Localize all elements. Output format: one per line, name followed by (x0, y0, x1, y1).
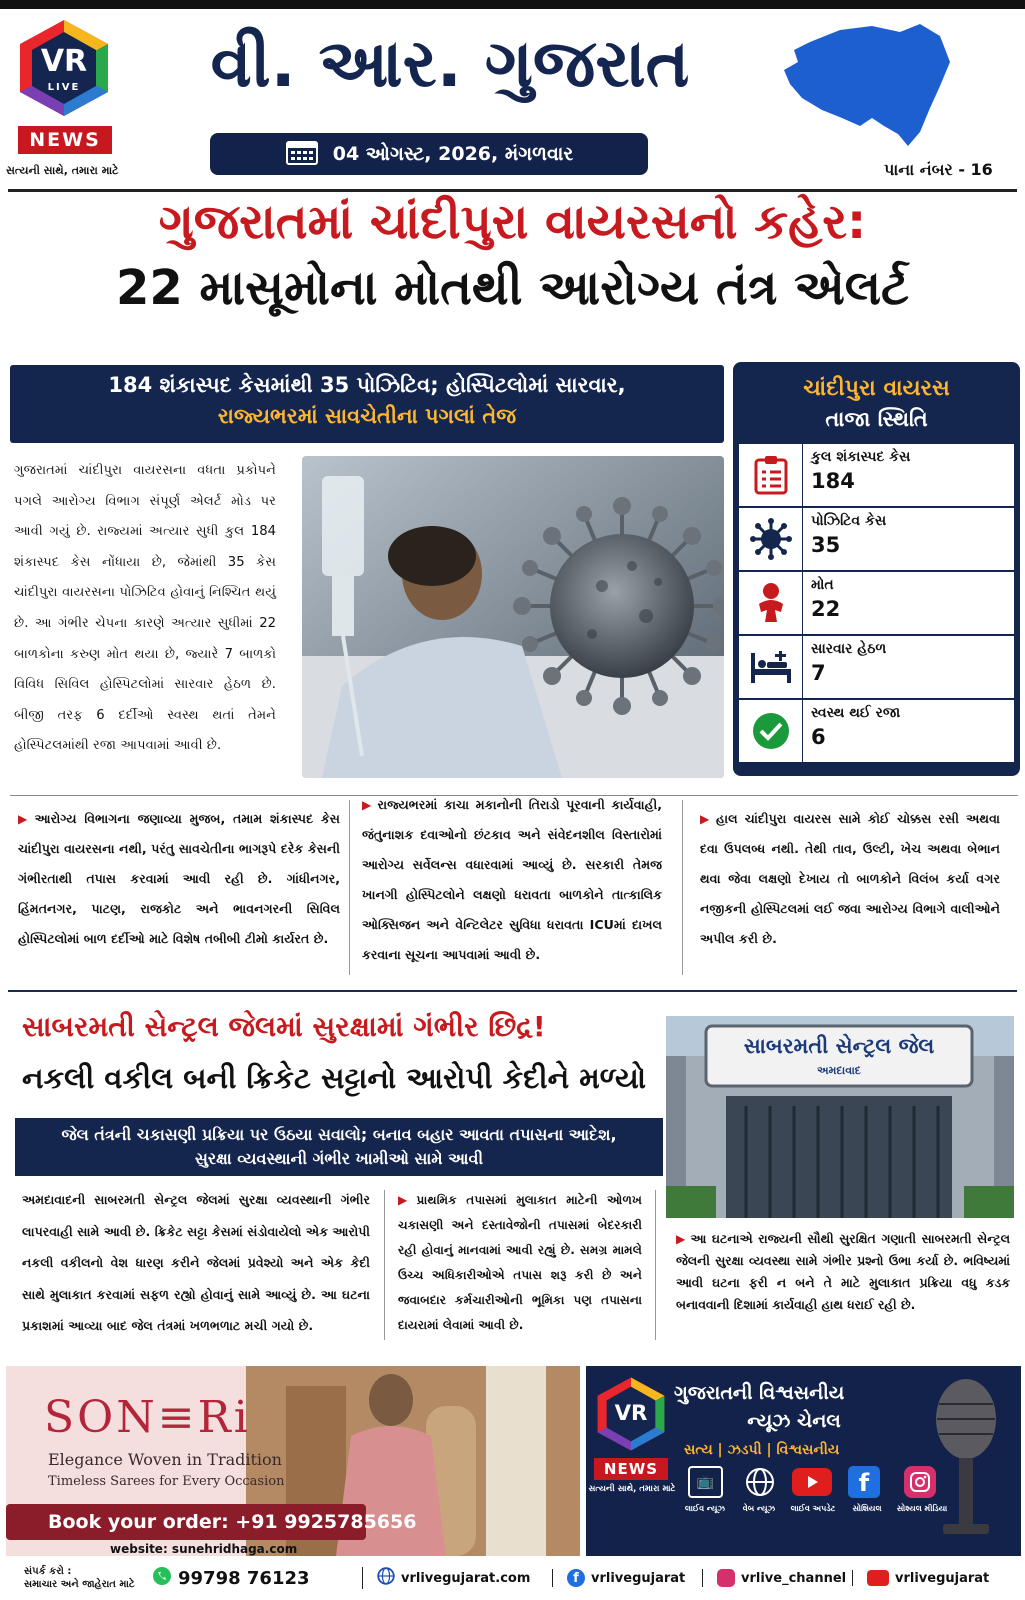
stat-label: સ્વસ્થ થઈ રજા (811, 705, 901, 721)
jail-col2 (398, 1188, 642, 1338)
virus-icon (739, 508, 803, 570)
stat-value: 35 (811, 533, 841, 557)
contact-bar (0, 1556, 1025, 1600)
news-label: NEWS (18, 126, 112, 154)
website-contact[interactable] (362, 1567, 552, 1589)
hospital-bed-icon (739, 636, 803, 698)
stat-value: 22 (811, 597, 841, 621)
instagram-contact[interactable] (702, 1569, 852, 1587)
contact-sub: સમાચાર અને જાહેરાત માટે (24, 1579, 135, 1590)
jail-subheadline (15, 1118, 663, 1176)
main-headline-line1: ગુજરાતમાં ચાંદીપુરા વાયરસનો કહેર: (158, 194, 867, 250)
jail-col2-text: પ્રાથમિક તપાસમાં મુલાકાત માટેની ઓળખ ચકાસણી અને દસ્તાવેજોની તપાસમાં બેદરકારી રહી હોવાનું માનવામાં આવી રહ્યું છે. સમગ્ર મામલે ઉચ્ચ અધિકારીઓએ તપાસ શરૂ કરી છે અને જવાબદાર કર્મચારીઓની ભૂમિકા પણ તપાસના દાયરામાં લેવામાં આવી છે. (398, 1193, 642, 1332)
stat-label: સારવાર હેઠળ (811, 641, 887, 657)
vr-ad-tagline: સત્યની સાથે, તમારા માટે (588, 1484, 676, 1494)
main-sub-line2: રાજ્યભરમાં સાવચેતીના પગલાં તેજ (217, 404, 517, 428)
youtube-contact[interactable] (852, 1570, 1002, 1586)
facebook-handle[interactable]: vrlivegujarat (591, 1570, 686, 1586)
jail-photo (666, 1016, 1014, 1218)
youtube-handle[interactable]: vrlivegujarat (895, 1570, 990, 1586)
jail-headline-line1: સાબરમતી સેન્ટ્રલ જેલમાં સુરક્ષામાં ગંભીર છિદ્ર! (22, 1010, 546, 1043)
clipboard-icon (739, 444, 803, 506)
arrow-icon: ▶ (18, 812, 31, 826)
icon-label: વેબ ન્યૂઝ (742, 1504, 776, 1513)
vr-live-logo (594, 1376, 668, 1452)
page-number: પાના નંબર - 16 (884, 160, 993, 179)
vr-ad-headline2: ન્યૂઝ ચેનલ (747, 1410, 841, 1432)
stat-value: 6 (811, 725, 826, 749)
vr-channel-ad (586, 1366, 1021, 1556)
gujarat-map-icon (780, 22, 955, 152)
main-col1 (18, 804, 340, 954)
vr-live-logo (16, 18, 112, 118)
stat-label: મોત (811, 577, 834, 593)
website-text[interactable]: vrlivegujarat.com (401, 1570, 531, 1586)
vr-ad-headline1: ગુજરાતની વિશ્વસનીય (674, 1382, 845, 1404)
column-divider (384, 1190, 385, 1340)
main-col2-text: રાજ્યભરમાં કાચા મકાનોની તિરાડો પૂરવાની કાર્યવાહી, જંતુનાશક દવાઓનો છંટકાવ અને સંવેદનશીલ વિસ્તારોમાં આરોગ્ય સર્વેલન્સ વધારવામાં આવ્યું છે. સરકારી તેમજ ખાનગી હોસ્પિટલોને લક્ષણો ધરાવતા બાળકોને તાત્કાલિક ઓક્સિજન અને વેન્ટિલેટર સુવિધા ધરાવતા ICUમાં દાખલ કરવાના સૂચના આપવામાં આવી છે. (362, 797, 662, 962)
icon-label: સોશ્યલ મીડિયા (896, 1504, 948, 1513)
arrow-icon: ▶ (700, 812, 713, 826)
instagram-icon[interactable] (904, 1466, 936, 1498)
child-icon (739, 572, 803, 634)
stat-label: કુલ શંકાસ્પદ કેસ (811, 449, 911, 465)
svg-text:VR: VR (614, 1401, 648, 1427)
soneri-website[interactable]: website: sunehridhaga.com (110, 1542, 298, 1556)
microphone-icon (921, 1374, 1011, 1544)
arrow-icon: ▶ (362, 798, 374, 812)
soneri-order[interactable]: Book your order: +91 9925785656 (48, 1511, 417, 1533)
phone-number[interactable]: 99798 76123 (178, 1567, 310, 1589)
jail-sign-sub: અમદાવાદ (817, 1064, 861, 1077)
stats-title: ચાંદીપુરા વાયરસ (803, 376, 950, 401)
instagram-handle[interactable]: vrlive_channel (741, 1570, 847, 1586)
calendar-icon (285, 138, 319, 171)
main-headline-line2: 22 માસૂમોના મોતથી આરોગ્ય તંત્ર એલર્ટ (116, 260, 909, 316)
instagram-icon (717, 1569, 735, 1587)
hospital-virus-photo (302, 456, 724, 778)
tv-icon[interactable]: 📺 (688, 1466, 723, 1498)
stat-row-deaths (739, 572, 1014, 634)
globe-icon (377, 1567, 395, 1589)
whatsapp-icon (152, 1566, 172, 1591)
facebook-icon[interactable]: f (848, 1466, 880, 1498)
phone-contact[interactable] (152, 1566, 362, 1591)
stat-row-suspected (739, 444, 1014, 506)
globe-icon[interactable] (742, 1466, 777, 1498)
soneri-brand: SON≡Ri (44, 1392, 251, 1443)
main-subheadline (10, 365, 724, 443)
arrow-icon: ▶ (676, 1232, 687, 1246)
soneri-tagline2: Timeless Sarees for Every Occasion (48, 1474, 285, 1489)
main-col3 (700, 804, 1000, 954)
stat-label: પોઝિટિવ કેસ (811, 513, 887, 529)
stat-value: 7 (811, 661, 826, 685)
vr-ad-slogan: સત્ય | ઝડપી | વિશ્વસનીય (684, 1442, 840, 1458)
check-icon (739, 700, 803, 762)
facebook-icon: f (567, 1569, 585, 1587)
logo-sub: LIVE (47, 82, 81, 93)
jail-sub-line2: સુરક્ષા વ્યવસ્થાની ગંભીર ખામીઓ સામે આવી (194, 1149, 484, 1168)
stat-value: 184 (811, 469, 855, 493)
icon-label: લાઈવ ન્યૂઝ (684, 1504, 726, 1513)
main-sub-line1: 184 શંકાસ્પદ કેસમાંથી 35 પોઝિટિવ; હોસ્પિટલોમાં સારવાર, (108, 373, 626, 397)
stat-row-recovered (739, 700, 1014, 762)
column-divider (655, 1190, 656, 1340)
vr-ad-news-label: NEWS (594, 1458, 668, 1480)
stat-row-treatment (739, 636, 1014, 698)
stat-row-positive (739, 508, 1014, 570)
youtube-icon[interactable] (792, 1468, 832, 1496)
column-divider (682, 800, 683, 975)
arrow-icon: ▶ (398, 1193, 413, 1207)
logo-text: VR (40, 44, 88, 79)
jail-sign-text: સાબરમતી સેન્ટ્રલ જેલ (743, 1034, 935, 1058)
jail-col3-text: આ ઘટનાએ રાજ્યની સૌથી સુરક્ષિત ગણાતી સાબરમતી સેન્ટ્રલ જેલની સુરક્ષા વ્યવસ્થા સામે ગંભીર પ્રશ્નો ઉભા કર્યા છે. ભવિષ્યમાં આવી ઘટના ફરી ન બને તે માટે મુલાકાત પ્રક્રિયા વધુ કડક બનાવવાની દિશામાં કાર્યવાહી હાથ ધરાઈ રહી છે. (676, 1231, 1010, 1312)
stats-subtitle: તાજા સ્થિતિ (825, 407, 928, 431)
contact-label: સંપર્ક કરો : (24, 1566, 72, 1577)
main-col2 (362, 790, 662, 970)
masthead-title: વી. આર. ગુજરાત (210, 25, 690, 102)
icon-label: લાઈવ અપડેટ (790, 1504, 836, 1513)
main-col3-text: હાલ ચાંદીપુરા વાયરસ સામે કોઈ ચોક્કસ રસી અથવા દવા ઉપલબ્ધ નથી. તેથી તાવ, ઉલ્ટી, ખેચ અથવા બેભાન થવા જેવા લક્ષણો દેખાય તો બાળકોને વિલંબ કર્યા વગર નજીકની હોસ્પિટલમાં લઈ જવા આરોગ્ય વિભાગે વાલીઓને અપીલ કરી છે. (700, 811, 1000, 946)
facebook-contact[interactable] (552, 1569, 702, 1587)
jail-col1: અમદાવાદની સાબરમતી સેન્ટ્રલ જેલમાં સુરક્ષા વ્યવસ્થાની ગંભીર લાપરવાહી સામે આવી છે. ક્રિકેટ સટ્ટા કેસમાં સંડોવાયેલો એક આરોપી નકલી વકીલનો વેશ ધારણ કરીને જેલમાં પ્રવેશ્યો અને એક કેદી સાથે મુલાકાત કરવામાં સફળ રહ્યો હોવાનું સામે આવ્યું છે. આ ઘટના પ્રકાશમાં આવ્યા બાદ જેલ તંત્રમાં ખળભળાટ મચી ગયો છે. (22, 1192, 370, 1333)
soneri-tagline1: Elegance Woven in Tradition (48, 1450, 282, 1469)
jail-sub-line1: જેલ તંત્રની ચકાસણી પ્રક્રિયા પર ઉઠયા સવાલો; બનાવ બહાર આવતા તપાસના આદેશ, (61, 1125, 617, 1144)
section-rule (8, 990, 1017, 992)
jail-headline-line2: નકલી વકીલ બની ક્રિકેટ સટ્ટાનો આરોપી કેદીને મળ્યો (22, 1061, 646, 1095)
virus-stats-panel (733, 362, 1020, 776)
icon-label: સોશિયલ (852, 1504, 882, 1513)
top-border (0, 0, 1025, 9)
main-col1-text: આરોગ્ય વિભાગના જણાવ્યા મુજબ, તમામ શંકાસ્પદ કેસ ચાંદીપુરા વાયરસના નથી, પરંતુ સાવચેતીના ભાગરૂપે દરેક કેસની ગંભીરતાથી તપાસ કરવામાં આવી રહી છે. ગાંધીનગર, હિંમતનગર, પાટણ, રાજકોટ અને ભાવનગરની સિવિલ હોસ્પિટલોમાં બાળ દર્દીઓ માટે વિશેષ તબીબી ટીમો કાર્યરત છે. (18, 811, 340, 946)
date-bar (210, 133, 648, 175)
contact-label-group (0, 1565, 152, 1591)
jail-col3 (676, 1228, 1010, 1316)
column-divider (349, 800, 350, 975)
main-lead-paragraph: ગુજરાતમાં ચાંદીપુરા વાયરસના વધતા પ્રકોપને પગલે આરોગ્ય વિભાગ સંપૂર્ણ એલર્ટ મોડ પર આવી ગયું છે. રાજ્યમાં અત્યાર સુધી કુલ 184 શંકાસ્પદ કેસ નોંધાયા છે, જેમાંથી 35 કેસ ચાંદીપુરા વાયરસના પોઝિટિવ હોવાનું નિશ્ચિત થયું છે. આ ગંભીર ચેપના કારણે અત્યાર સુધીમાં 22 બાળકોના કરુણ મોત થયા છે, જ્યારે 7 બાળકો વિવિધ સિવિલ હોસ્પિટલોમાં સારવાર હેઠળ છે. બીજી તરફ 6 દર્દીઓ સ્વસ્થ થતાં તેમને હોસ્પિટલમાંથી રજા આપવામાં આવી છે. (14, 463, 276, 754)
issue-date: 04 ઓગસ્ટ, 2026, મંગળવાર (332, 143, 574, 165)
soneri-ad[interactable] (6, 1366, 580, 1556)
tagline: સત્યની સાથે, તમારા માટે (6, 164, 119, 177)
youtube-icon (867, 1570, 889, 1586)
